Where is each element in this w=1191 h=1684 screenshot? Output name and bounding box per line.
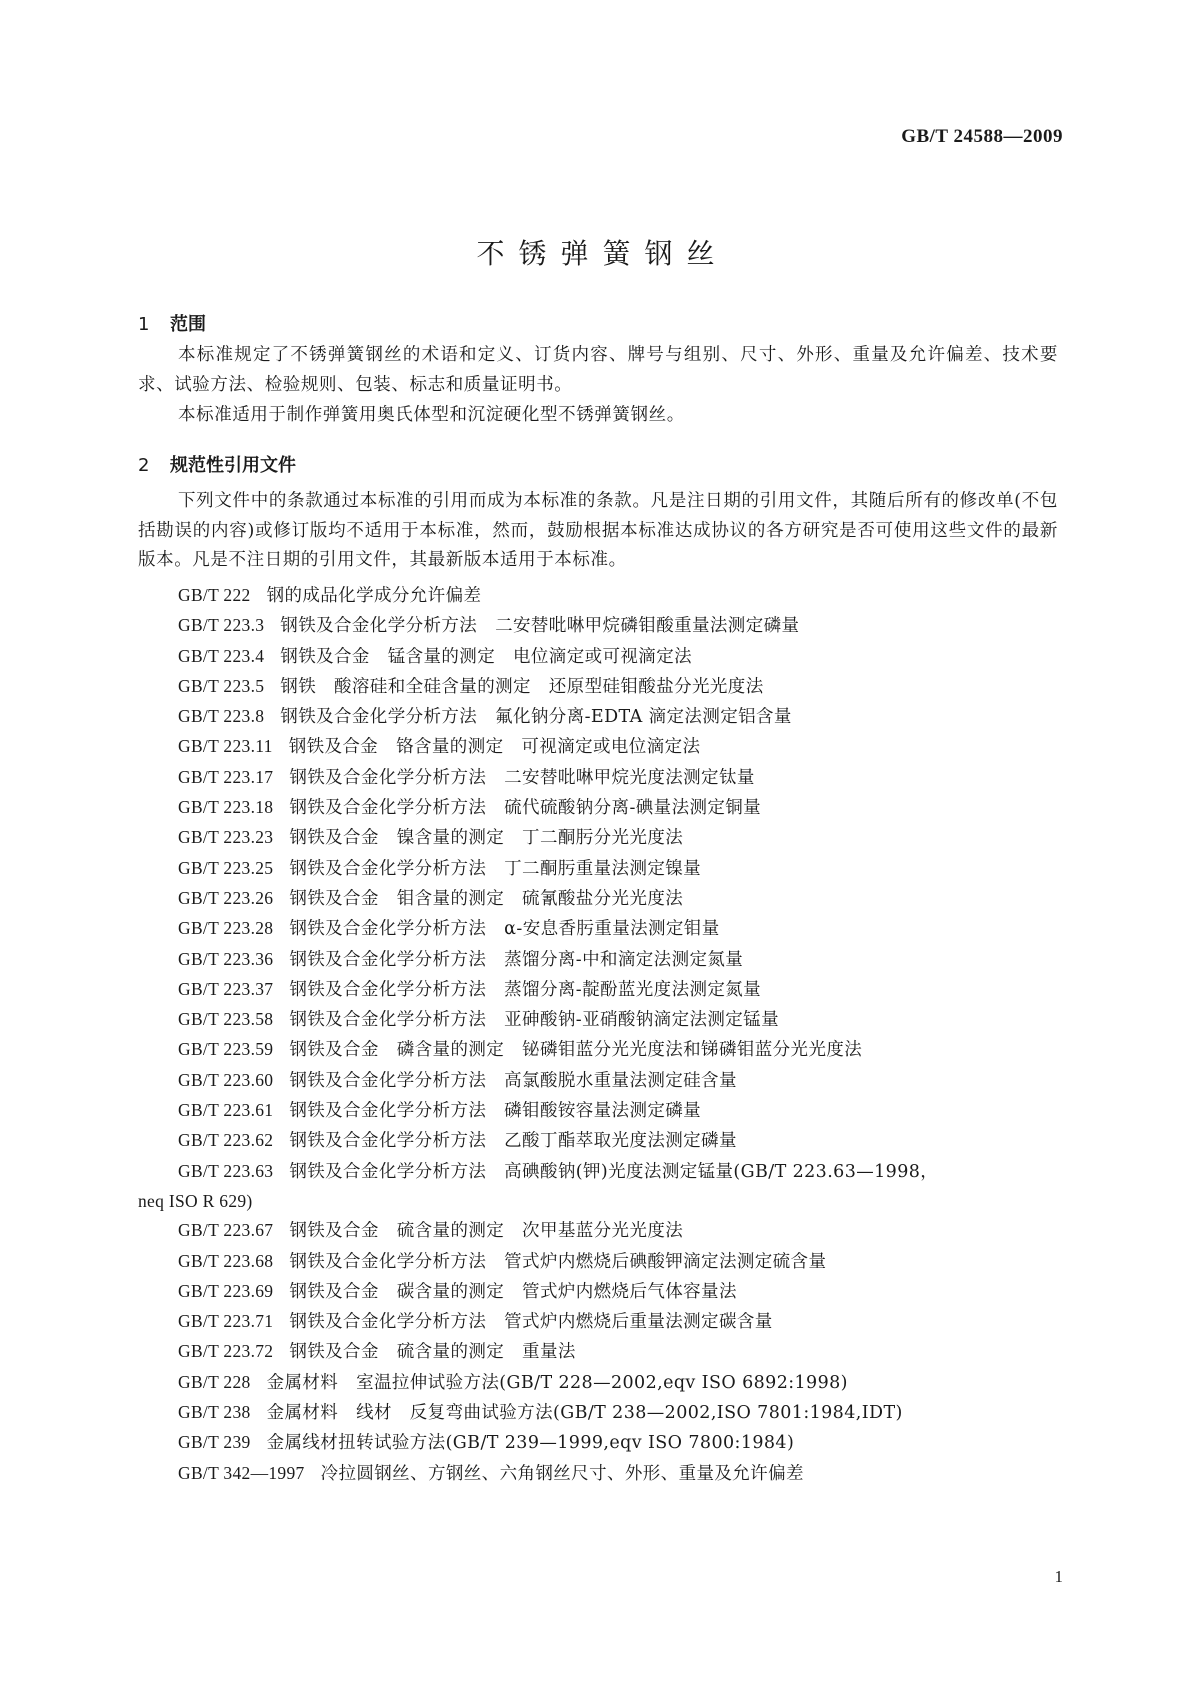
reference-item	[138, 581, 1058, 611]
reference-title: 钢铁及合金化学分析方法 亚砷酸钠-亚硝酸钠滴定法测定锰量	[289, 1010, 779, 1031]
reference-code: GB/T 223.8	[178, 706, 265, 727]
reference-item	[138, 884, 1058, 914]
reference-item	[138, 1337, 1058, 1367]
reference-continuation: neq ISO R 629)	[138, 1190, 253, 1211]
reference-item	[138, 672, 1058, 702]
reference-title: 钢铁及合金化学分析方法 管式炉内燃烧后碘酸钾滴定法测定硫含量	[289, 1251, 827, 1272]
reference-title: 金属材料 线材 反复弯曲试验方法(GB/T 238—2002,ISO 7801:1984,IDT)	[266, 1403, 903, 1424]
reference-item	[138, 1428, 1058, 1458]
reference-code: GB/T 223.23	[178, 827, 274, 848]
reference-item	[138, 1157, 1058, 1217]
reference-code: GB/T 223.36	[178, 948, 274, 969]
reference-code: GB/T 223.71	[178, 1311, 274, 1332]
reference-item	[138, 1126, 1058, 1156]
page-number: 1	[1054, 1567, 1063, 1586]
reference-code: GB/T 223.61	[178, 1100, 274, 1121]
reference-code: GB/T 223.17	[178, 766, 274, 787]
reference-item	[138, 611, 1058, 641]
reference-code: GB/T 223.63	[178, 1160, 274, 1181]
scope-paragraph-1: 本标准规定了不锈弹簧钢丝的术语和定义、订货内容、牌号与组别、尺寸、外形、重量及允许偏差、技术要求、试验方法、检验规则、包装、标志和质量证明书。	[138, 345, 1058, 395]
reference-code: GB/T 222	[178, 585, 251, 605]
reference-code: GB/T 238	[178, 1402, 251, 1423]
reference-title: 钢铁及合金化学分析方法 管式炉内燃烧后重量法测定碳含量	[289, 1312, 773, 1333]
reference-title: 钢铁及合金 磷含量的测定 铋磷钼蓝分光光度法和锑磷钼蓝分光光度法	[289, 1040, 863, 1061]
reference-item	[138, 854, 1058, 884]
reference-code: GB/T 223.68	[178, 1250, 274, 1271]
reference-title: 钢铁及合金化学分析方法 磷钼酸铵容量法测定磷量	[289, 1101, 702, 1122]
reference-item	[138, 732, 1058, 762]
document-title: 不锈弹簧钢丝	[476, 237, 729, 270]
reference-title: 钢的成品化学成分允许偏差	[266, 586, 482, 606]
reference-title: 钢铁 酸溶硅和全硅含量的测定 还原型硅钼酸盐分光光度法	[280, 676, 764, 697]
section-1-heading	[138, 310, 206, 336]
standard-code: GB/T 24588—2009	[901, 126, 1063, 147]
reference-title: 钢铁及合金 锰含量的测定 电位滴定或可视滴定法	[280, 646, 692, 667]
reference-code: GB/T 223.26	[178, 887, 274, 908]
reference-item	[138, 1005, 1058, 1035]
reference-title: 钢铁及合金化学分析方法 蒸馏分离-靛酚蓝光度法测定氮量	[289, 979, 762, 1000]
reference-title: 钢铁及合金 硫含量的测定 次甲基蓝分光光度法	[289, 1221, 684, 1242]
reference-code: GB/T 223.62	[178, 1130, 274, 1151]
reference-code: GB/T 223.18	[178, 797, 274, 818]
reference-code: GB/T 223.25	[178, 857, 274, 878]
reference-item	[138, 763, 1058, 793]
reference-title: 钢铁及合金化学分析方法 高氯酸脱水重量法测定硅含量	[289, 1070, 737, 1091]
reference-item	[138, 702, 1058, 732]
reference-title: 钢铁及合金 碳含量的测定 管式炉内燃烧后气体容量法	[289, 1281, 737, 1302]
section-1-number: 1	[138, 314, 150, 335]
reference-title: 钢铁及合金化学分析方法 氟化钠分离-EDTA 滴定法测定铝含量	[280, 707, 792, 728]
reference-code: GB/T 223.67	[178, 1220, 274, 1241]
scope-paragraph-2: 本标准适用于制作弹簧用奥氏体型和沉淀硬化型不锈弹簧钢丝。	[178, 405, 685, 425]
reference-item	[138, 1096, 1058, 1126]
reference-code: GB/T 223.11	[178, 736, 273, 757]
reference-title: 钢铁及合金化学分析方法 二安替吡啉甲烷光度法测定钛量	[289, 767, 755, 788]
section-2-heading	[138, 451, 296, 477]
reference-code: GB/T 223.5	[178, 675, 265, 696]
reference-item	[138, 914, 1058, 944]
normative-references-intro: 下列文件中的条款通过本标准的引用而成为本标准的条款。凡是注日期的引用文件，其随后所有的修改单(不包括勘误的内容)或修订版均不适用于本标准，然而，鼓励根据本标准达成协议的各方研究是否可使用这些文件的最新版本。凡是不注日期的引用文件，其最新版本适用于本标准。	[138, 491, 1058, 570]
reference-title: 钢铁及合金化学分析方法 蒸馏分离-中和滴定法测定氮量	[289, 949, 744, 970]
reference-code: GB/T 223.37	[178, 978, 274, 999]
reference-item	[138, 1277, 1058, 1307]
reference-item	[138, 975, 1058, 1005]
reference-code: GB/T 223.69	[178, 1280, 274, 1301]
reference-item	[138, 1307, 1058, 1337]
reference-code: GB/T 223.28	[178, 918, 274, 939]
section-1-title: 范围	[170, 314, 206, 335]
reference-code: GB/T 223.3	[178, 615, 265, 636]
reference-title: 钢铁及合金化学分析方法 高碘酸钠(钾)光度法测定锰量(GB/T 223.63—1998，	[289, 1161, 939, 1182]
reference-item	[138, 1247, 1058, 1277]
reference-code: GB/T 342—1997	[178, 1462, 305, 1483]
reference-code: GB/T 223.58	[178, 1009, 274, 1030]
section-2-number: 2	[138, 455, 150, 476]
reference-title: 钢铁及合金化学分析方法 硫代硫酸钠分离-碘量法测定铜量	[289, 798, 762, 819]
reference-item	[138, 945, 1058, 975]
reference-item	[138, 1066, 1058, 1096]
reference-item	[138, 1459, 1058, 1489]
reference-code: GB/T 223.72	[178, 1341, 274, 1362]
reference-title: 钢铁及合金 铬含量的测定 可视滴定或电位滴定法	[288, 737, 701, 758]
reference-list	[138, 581, 1058, 1489]
reference-title: 金属线材扭转试验方法(GB/T 239—1999,eqv ISO 7800:1984)	[266, 1433, 795, 1454]
reference-title: 钢铁及合金 硫含量的测定 重量法	[289, 1342, 576, 1363]
reference-code: GB/T 228	[178, 1371, 251, 1392]
reference-item	[138, 642, 1058, 672]
reference-title: 钢铁及合金 钼含量的测定 硫氰酸盐分光光度法	[289, 888, 684, 909]
reference-title: 钢铁及合金化学分析方法 α-安息香肟重量法测定钼量	[289, 919, 720, 940]
reference-item	[138, 1398, 1058, 1428]
reference-code: GB/T 223.59	[178, 1039, 274, 1060]
reference-code: GB/T 223.60	[178, 1069, 274, 1090]
section-2-title: 规范性引用文件	[170, 455, 296, 476]
reference-title: 钢铁及合金化学分析方法 二安替吡啉甲烷磷钼酸重量法测定磷量	[280, 616, 800, 637]
reference-title: 钢铁及合金化学分析方法 丁二酮肟重量法测定镍量	[289, 858, 702, 879]
reference-item	[138, 1216, 1058, 1246]
reference-item	[138, 1368, 1058, 1398]
reference-title: 钢铁及合金化学分析方法 乙酸丁酯萃取光度法测定磷量	[289, 1131, 737, 1152]
reference-title: 金属材料 室温拉伸试验方法(GB/T 228—2002,eqv ISO 6892:1998)	[266, 1372, 848, 1393]
reference-item	[138, 1035, 1058, 1065]
reference-title: 钢铁及合金 镍含量的测定 丁二酮肟分光光度法	[289, 828, 684, 849]
reference-item	[138, 793, 1058, 823]
reference-code: GB/T 223.4	[178, 645, 265, 666]
reference-title: 冷拉圆钢丝、方钢丝、六角钢丝尺寸、外形、重量及允许偏差	[320, 1463, 804, 1484]
reference-code: GB/T 239	[178, 1432, 251, 1453]
reference-item	[138, 823, 1058, 853]
